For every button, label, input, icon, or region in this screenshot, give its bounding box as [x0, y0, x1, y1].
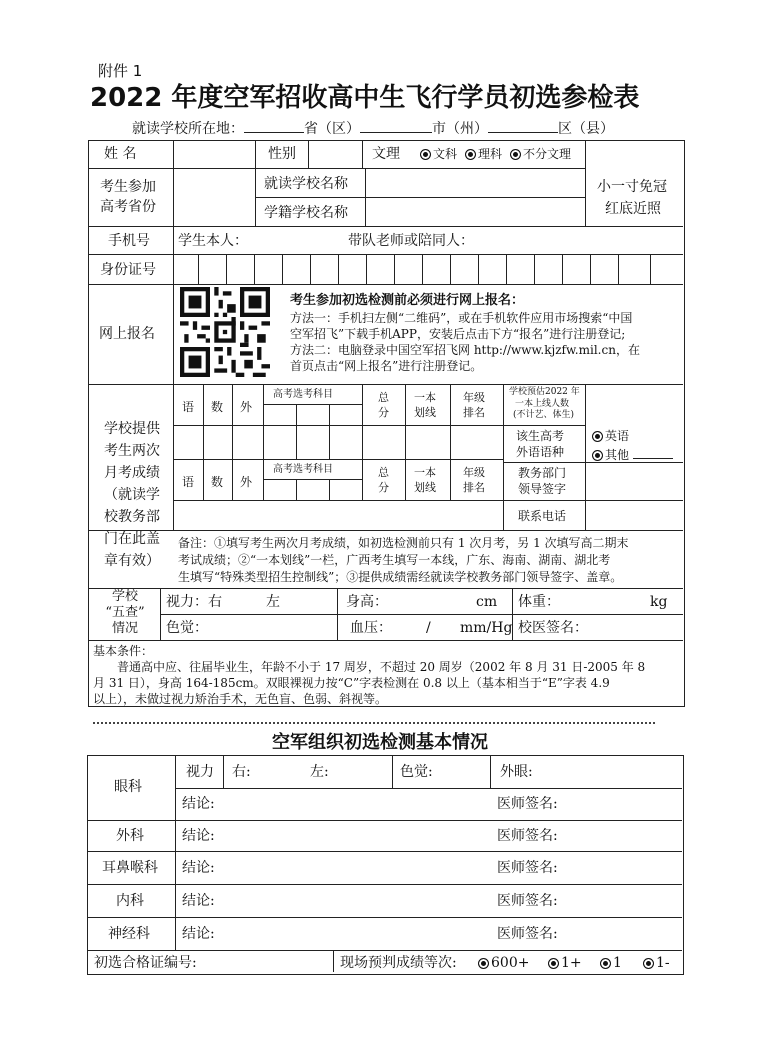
subject-foreign-1: 外 [240, 400, 253, 414]
basic-line-2: 月 31 日），身高 164-185cm。双眼裸视力按“C”字表检测在 0.8 以上（基本相当于“E”字表 4.9 [93, 676, 610, 690]
city-field[interactable] [360, 120, 432, 133]
phone-guardian-field[interactable] [480, 228, 680, 252]
online-method-1b: 空军招飞”下载手机APP，安装后点击下方“报名”进行注册登记; [290, 327, 626, 341]
height-label: 身高： [346, 594, 388, 610]
eye-dept-label: 眼科 [114, 779, 142, 795]
phone-self-field[interactable] [250, 228, 340, 252]
forecast-header-3: (不计艺、体生) [513, 410, 575, 420]
name-field[interactable] [174, 142, 254, 167]
exam-province-label-2: 高考省份 [100, 199, 156, 215]
line-header-1b: 划线 [414, 406, 436, 419]
elective-header-2: 高考选考科目 [273, 464, 333, 475]
grade-option-600[interactable]: 600+ [478, 956, 529, 970]
eye-color-label: 色觉: [400, 764, 433, 780]
language-english-option[interactable]: 英语 [592, 430, 629, 442]
province-suffix: 省（区） [304, 121, 360, 137]
remark-line-3: 生填写“特殊类型招生控制线”；③提供成绩需经就读学校教务部门领导签字、盖章。 [178, 570, 623, 584]
rank-header-2a: 年级 [463, 466, 485, 479]
rank-header-1b: 排名 [463, 406, 485, 419]
line-header-2a: 一本 [414, 466, 436, 479]
school-location-row [132, 120, 614, 136]
photo-note-1: 小一寸免冠 [597, 179, 667, 195]
blood-pressure-unit: mm/Hg [460, 620, 513, 636]
phone-label: 手机号 [108, 233, 150, 249]
track-option-arts[interactable]: 文科 [420, 148, 457, 160]
ent-conclusion-label: 结论: [182, 860, 215, 876]
photo-note-2: 红底近照 [605, 201, 661, 217]
surgery-conclusion-label: 结论: [182, 828, 215, 844]
total-header-1a: 总 [378, 391, 389, 404]
grade-option-1[interactable]: 1 [600, 956, 622, 970]
vision-right-label: 视力：右 [166, 594, 222, 610]
subject-chinese-1: 语 [182, 400, 195, 414]
weight-unit: kg [650, 594, 668, 610]
scores-row-1[interactable] [174, 426, 502, 458]
subject-foreign-2: 外 [240, 475, 253, 489]
track-label: 文理 [372, 146, 400, 162]
language-other-option[interactable]: 其他 [592, 446, 673, 461]
qr-code-icon[interactable] [180, 287, 270, 377]
dept-label-1: 教务部门 [518, 466, 567, 480]
eye-left-label: 左: [310, 764, 329, 780]
rank-header-2b: 排名 [463, 481, 485, 494]
remark-line-1: 备注：①填写考生两次月考成绩，如初选检测前只有 1 次月考，另 1 次填写高二期末 [178, 536, 629, 550]
eye-doctor-label: 医师签名: [497, 796, 558, 812]
exam-province-label-1: 考生参加 [100, 179, 156, 195]
neuro-conclusion-label: 结论: [182, 926, 215, 942]
exam-province-field[interactable] [174, 169, 254, 225]
language-label-1: 该生高考 [516, 429, 565, 443]
remark-line-2: 考试成绩；②“一本划线”一栏，广西考生填写一本线，广东、海南、湖南、湖北考 [178, 553, 611, 567]
ent-dept-label: 耳鼻喉科 [102, 860, 158, 876]
ent-doctor-label: 医师签名: [497, 860, 558, 876]
district-field[interactable] [488, 120, 558, 133]
phone-self-label: 学生本人： [178, 233, 248, 249]
eye-right-label: 右: [232, 764, 251, 780]
scores-side-label: 学校提供 考生两次 月考成绩 （就读学 校教务部 门在此盖 章有效） [104, 421, 160, 569]
school-name-field[interactable] [366, 169, 584, 196]
eye-conclusion-label: 结论: [182, 796, 215, 812]
line-header-2b: 划线 [414, 481, 436, 494]
track-option-none[interactable]: 不分文理 [510, 148, 571, 160]
elective-header-1: 高考选考科目 [273, 389, 333, 400]
language-label-2: 外语语种 [516, 445, 565, 459]
vision-left-label: 左 [266, 594, 280, 610]
name-label: 姓 名 [104, 146, 137, 162]
phone-guardian-label: 带队老师或陪同人： [348, 233, 474, 249]
scores-row-2[interactable] [174, 501, 502, 529]
height-unit: cm [476, 594, 498, 610]
contact-label: 联系电话 [518, 509, 567, 523]
surgery-doctor-label: 医师签名: [497, 828, 558, 844]
school-location-label: 就读学校所在地： [132, 121, 244, 137]
internal-doctor-label: 医师签名: [497, 893, 558, 909]
online-method-1a: 方法一：手机扫左侧“二维码”，或在手机软件应用市场搜索“中国 [290, 311, 633, 325]
blood-pressure-label: 血压： [350, 620, 392, 636]
registry-school-label: 学籍学校名称 [264, 205, 348, 221]
subject-math-2: 数 [211, 475, 224, 489]
airforce-title: 空军组织初选检测基本情况 [272, 732, 488, 753]
id-number-field[interactable] [174, 255, 682, 283]
eye-external-label: 外眼: [500, 764, 533, 780]
cut-line [93, 722, 655, 724]
forecast-field[interactable] [586, 385, 682, 424]
five-check-label: 学校 “五查” 情况 [105, 589, 145, 636]
eye-vision-label: 视力 [186, 764, 214, 780]
forecast-header-1: 学校预估2022 年 [509, 387, 580, 397]
school-doctor-label: 校医签名： [518, 620, 588, 636]
cert-number-label: 初选合格证编号: [94, 955, 197, 971]
gender-field[interactable] [309, 142, 361, 167]
city-suffix: 市（州） [432, 121, 488, 137]
neuro-doctor-label: 医师签名: [497, 926, 558, 942]
dept-label-2: 领导签字 [518, 482, 567, 496]
total-header-2b: 分 [378, 481, 389, 494]
province-field[interactable] [244, 120, 304, 133]
online-method-2b: 首页点击“网上报名”进行注册登记。 [290, 359, 483, 373]
internal-conclusion-label: 结论: [182, 893, 215, 909]
grade-option-1plus[interactable]: 1+ [548, 956, 582, 970]
forecast-header-2: 一本上线人数 [515, 399, 570, 409]
online-label: 网上报名 [99, 326, 155, 342]
track-option-science[interactable]: 理科 [465, 148, 502, 160]
grade-option-1minus[interactable]: 1- [643, 956, 670, 970]
online-headline: 考生参加初选检测前必须进行网上报名： [290, 293, 525, 308]
online-method-2a: 方法二：电脑登录中国空军招飞网 http://www.kjzfw.mil.cn，在 [290, 343, 640, 357]
color-vision-label: 色觉： [166, 620, 208, 636]
dept-signature-field[interactable] [586, 463, 682, 499]
gender-label: 性别 [268, 146, 296, 162]
registry-school-field[interactable] [366, 198, 584, 225]
basic-line-1: 普通高中应、往届毕业生，年龄不小于 17 周岁，不超过 20 周岁（2002 年 8 月 31 日-2005 年 8 [117, 660, 646, 674]
photo-slot[interactable] [586, 141, 682, 225]
total-header-1b: 分 [378, 406, 389, 419]
basic-line-3: 以上），未做过视力矫治手术，无色盲、色弱、斜视等。 [93, 692, 388, 706]
rank-header-1a: 年级 [463, 391, 485, 404]
attachment-label: 附件 1 [98, 62, 143, 80]
neuro-dept-label: 神经科 [108, 926, 150, 942]
id-label: 身份证号 [100, 262, 156, 278]
weight-label: 体重： [518, 594, 560, 610]
internal-dept-label: 内科 [116, 893, 144, 909]
grade-label: 现场预判成绩等次: [340, 955, 457, 971]
line-header-1a: 一本 [414, 391, 436, 404]
surgery-dept-label: 外科 [116, 828, 144, 844]
blood-pressure-sep: / [426, 620, 431, 636]
basic-title: 基本条件： [93, 644, 154, 658]
school-name-label: 就读学校名称 [264, 176, 348, 192]
subject-chinese-2: 语 [182, 475, 195, 489]
total-header-2a: 总 [378, 466, 389, 479]
contact-field[interactable] [586, 501, 682, 529]
subject-math-1: 数 [211, 400, 224, 414]
page-title: 2022 年度空军招收高中生飞行学员初选参检表 [90, 83, 640, 113]
district-suffix: 区（县） [558, 121, 614, 137]
